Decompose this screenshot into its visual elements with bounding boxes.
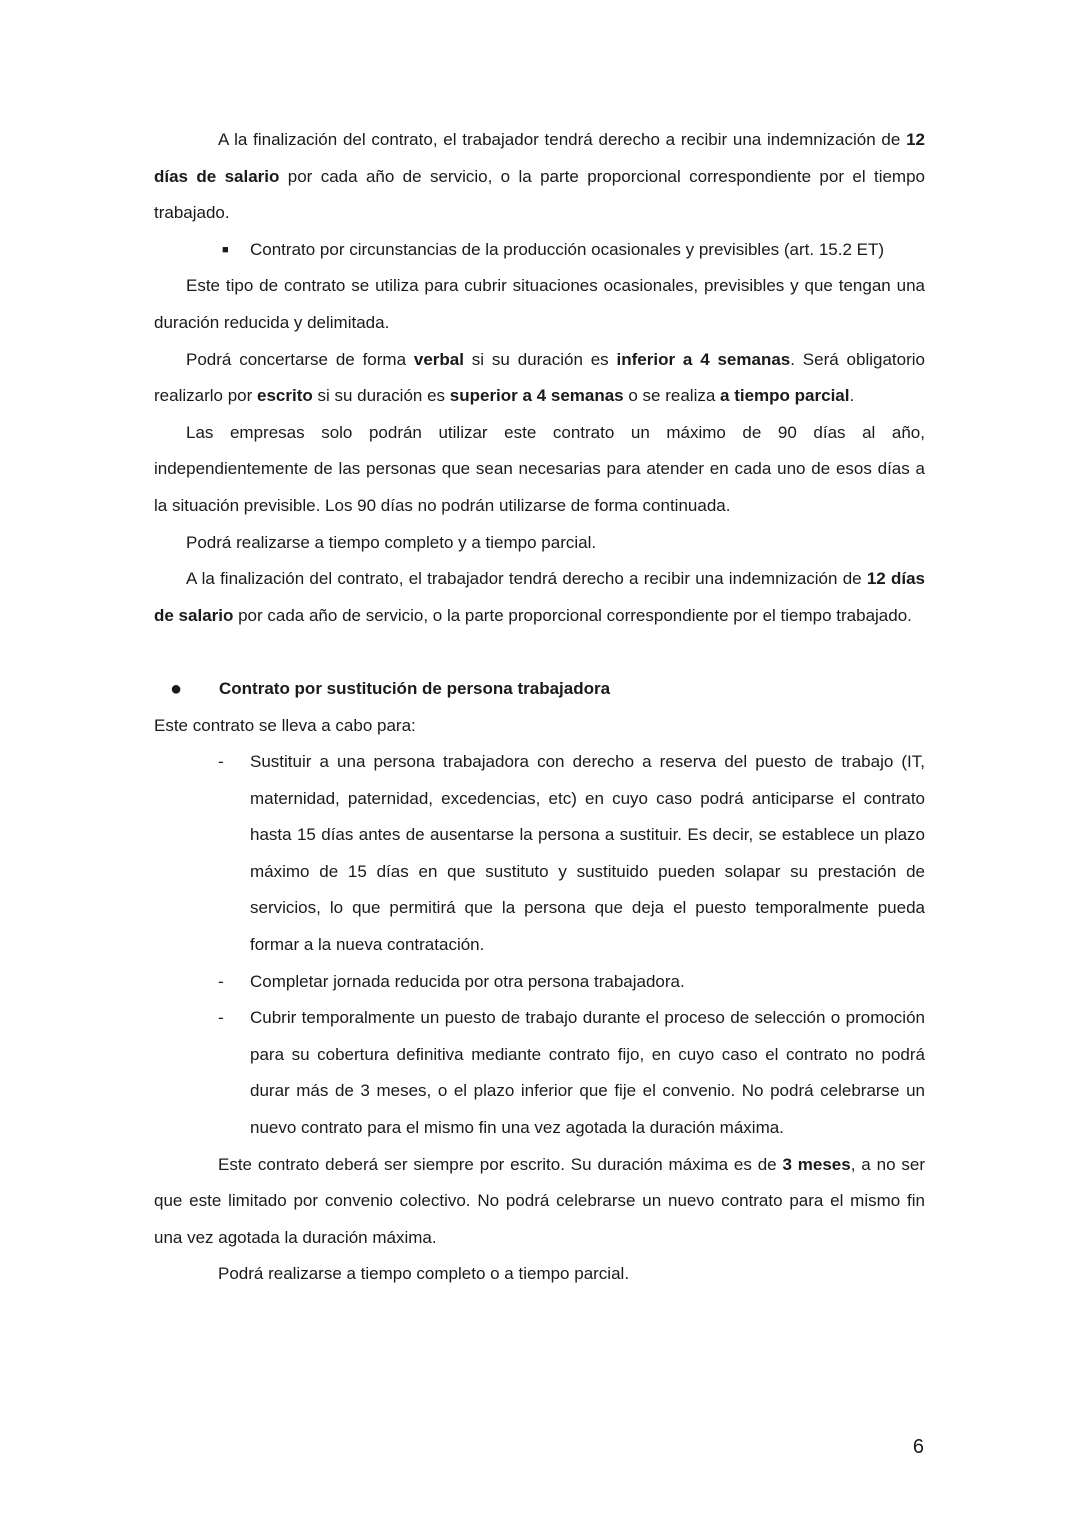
dash-bullet-icon: -: [218, 971, 224, 991]
sub-bullet-contract-type: ■ Contrato por circunstancias de la producción ocasionales y previsibles (art. 15.2 ET): [154, 232, 925, 269]
paragraph-90-days: Las empresas solo podrán utilizar este contrato un máximo de 90 días al año, independientemente de las personas que sean necesarias para atender en cada uno de esos días a la situación previsible. Los 90 días no podrán utilizarse de forma continuada.: [154, 422, 925, 515]
round-bullet-icon: ●: [170, 677, 183, 700]
paragraph-indemnity-2: A la finalización del contrato, el trabajador tendrá derecho a recibir una indemnización de 12 días de salario por cada año de servicio, o la parte proporcional correspondiente por el tiempo trabajado.: [154, 569, 925, 625]
paragraph-part-time: Podrá realizarse a tiempo completo y a tiempo parcial.: [186, 532, 597, 552]
square-bullet-icon: ■: [222, 243, 229, 256]
list-item: - Cubrir temporalmente un puesto de trabajo durante el proceso de selección o promoción para su cobertura definitiva mediante contrato fijo, en cuyo caso el contrato no podrá durar más de 3 meses, o el plazo inferior que fije el convenio. No podrá celebrarse un nuevo contrato para el mismo fin una vez agotada la duración máxima.: [154, 1000, 925, 1146]
spacer: [154, 634, 925, 671]
dash-bullet-icon: -: [218, 1008, 224, 1028]
paragraph-indemnity-1: A la finalización del contrato, el trabajador tendrá derecho a recibir una indemnización de 12 días de salario por cada año de servicio, o la parte proporcional correspondiente por el tiempo trabajado.: [154, 130, 925, 223]
paragraph-full-or-part-time: Podrá realizarse a tiempo completo o a tiempo parcial.: [218, 1264, 630, 1284]
paragraph-contract-form: Podrá concertarse de forma verbal si su duración es inferior a 4 semanas. Será obligatorio realizarlo por escrito si su duración es superior a 4 semanas o se realiza a tiempo parcial.: [154, 349, 925, 406]
section-heading-substitution: ● Contrato por sustitución de persona trabajadora: [154, 671, 925, 708]
list-item: - Sustituir a una persona trabajadora con derecho a reserva del puesto de trabajo (IT, maternidad, paternidad, excedencias, etc) en cuyo caso podrá anticiparse el contrato hasta 15 días antes de ausentarse la persona a sustituir. Es decir, se establece un plazo máximo de 15 días en que sustituto y sustituido pueden solapar su prestación de servicios, lo que permitirá que la persona que deja el puesto temporalmente pueda formar a la nueva contratación.: [154, 744, 925, 964]
page-content: [154, 122, 925, 1293]
list-item: - Completar jornada reducida por otra persona trabajadora.: [154, 964, 925, 1001]
paragraph-intro: Este contrato se lleva a cabo para:: [154, 715, 416, 735]
page-number: 6: [912, 1436, 924, 1458]
paragraph-written-duration: Este contrato deberá ser siempre por escrito. Su duración máxima es de 3 meses, a no ser que este limitado por convenio colectivo. No podrá celebrarse un nuevo contrato para el mismo fin una vez agotada la duración máxima.: [154, 1154, 925, 1247]
dash-bullet-icon: -: [218, 752, 224, 772]
paragraph-contract-use: Este tipo de contrato se utiliza para cubrir situaciones ocasionales, previsibles y que tengan una duración reducida y delimitada.: [154, 276, 925, 332]
